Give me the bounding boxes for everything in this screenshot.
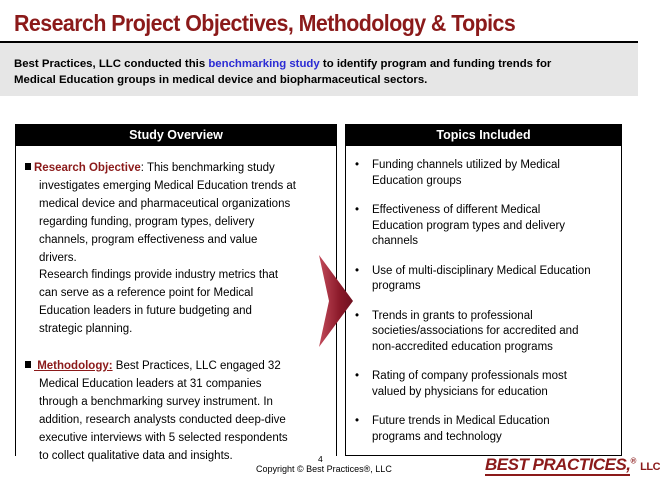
topic-line: Funding channels utilized by Medical — [372, 159, 560, 171]
methodology-line: addition, research analysts conducted deep-dive — [39, 414, 286, 426]
square-bullet-icon — [25, 163, 31, 170]
topic-line: societies/associations for accredited and — [372, 325, 579, 337]
methodology-line — [25, 357, 288, 375]
intro-line-2: Medical Education groups in medical device and biopharmaceutical sectors. — [14, 74, 428, 86]
topic-line: channels — [372, 235, 419, 247]
topic-line: Use of multi-disciplinary Medical Education — [372, 264, 591, 277]
list-item — [353, 309, 618, 356]
list-item — [353, 369, 618, 400]
topic-line: programs and technology — [372, 430, 502, 443]
methodology-line: Medical Education leaders at 31 companies — [39, 378, 262, 390]
findings-line: Education leaders in future budgeting and — [39, 305, 252, 317]
logo-underline — [485, 474, 630, 476]
intro-banner — [0, 43, 638, 96]
methodology-label: Methodology: — [34, 360, 113, 372]
logo-registered: ® — [630, 456, 636, 466]
topic-line: Rating of company professionals most — [372, 370, 567, 382]
methodology-text: Best Practices, LLC engaged 32 — [112, 360, 281, 372]
topic-line: Effectiveness of different Medical — [372, 204, 541, 216]
topic-line: Trends in grants to professional — [372, 309, 533, 322]
objective-line: regarding funding, program types, delivery — [39, 216, 255, 228]
intro-text: to identify program and funding trends for — [319, 58, 552, 70]
methodology — [25, 357, 288, 460]
objective-text: This benchmarking study — [143, 162, 275, 174]
intro-highlight: benchmarking study — [208, 58, 320, 70]
list-item — [353, 158, 618, 189]
research-findings — [39, 266, 278, 338]
company-logo — [485, 455, 660, 475]
findings-line: Research findings provide industry metrics that — [39, 269, 279, 281]
methodology-line: through a benchmarking survey instrument. In — [39, 396, 273, 408]
topic-line: Future trends in Medical Education — [372, 415, 550, 427]
topic-line: programs — [372, 280, 421, 292]
chevron-right-icon — [319, 255, 353, 347]
topics-list — [353, 158, 618, 445]
bullet-icon: • — [355, 370, 360, 382]
bullet-icon: • — [355, 309, 360, 322]
objective-label: Research Objective — [34, 162, 141, 174]
list-item — [353, 414, 618, 445]
page-title: Research Project Objectives, Methodology & Topics — [14, 10, 516, 36]
square-bullet-icon — [25, 361, 31, 368]
topic-line: Education groups — [372, 174, 462, 187]
study-overview-header: Study Overview — [15, 124, 337, 146]
methodology-line: executive interviews with 5 selected respondents — [39, 432, 288, 444]
logo-text: BEST PRACTICES, — [485, 455, 631, 474]
objective-line — [25, 159, 296, 177]
objective-line: channels, program effectiveness and value — [39, 234, 258, 246]
copyright-text: Copyright © Best Practices®, LLC — [256, 464, 392, 474]
bullet-icon: • — [355, 204, 360, 216]
topic-line: non-accredited education programs — [372, 340, 553, 353]
bullet-icon: • — [355, 264, 360, 277]
findings-line: can serve as a reference point for Medical — [39, 287, 254, 299]
intro-text: Best Practices, LLC conducted this — [14, 58, 209, 70]
topics-included-header: Topics Included — [345, 124, 622, 146]
list-item — [353, 203, 618, 250]
intro-line-1 — [14, 56, 638, 72]
topic-line: valued by physicians for education — [372, 385, 548, 398]
logo-suffix: LLC — [640, 461, 660, 473]
objective-colon: : — [140, 162, 144, 174]
topic-line: Education program types and delivery — [372, 219, 566, 232]
findings-line: strategic planning. — [39, 323, 133, 335]
list-item — [353, 264, 618, 295]
objective-line: investigates emerging Medical Education trends at — [39, 180, 296, 192]
methodology-line: to collect qualitative data and insights. — [39, 450, 233, 462]
research-objective — [25, 159, 296, 267]
page-number: 4 — [318, 454, 323, 464]
bullet-icon: • — [355, 415, 360, 427]
objective-line: medical device and pharmaceutical organizations — [39, 198, 291, 210]
bullet-icon: • — [355, 159, 360, 171]
objective-line: drivers. — [39, 252, 77, 264]
